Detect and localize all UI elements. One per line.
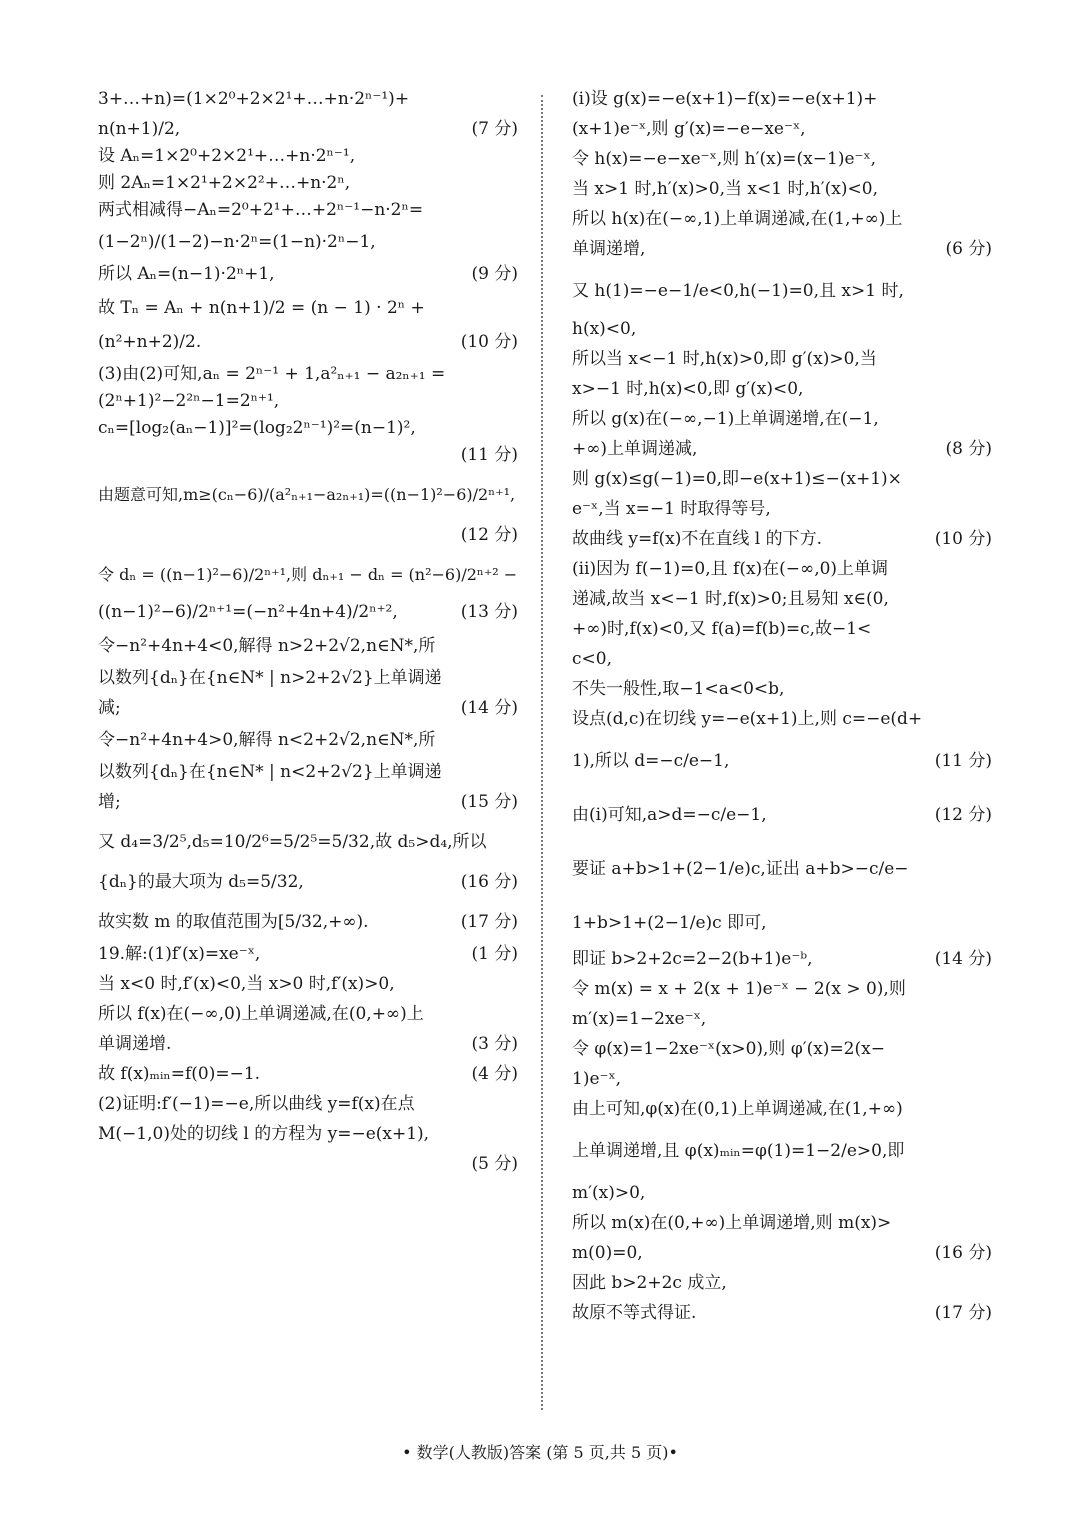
solution-line	[572, 1140, 992, 1162]
solution-line	[98, 1003, 518, 1025]
solution-line	[572, 118, 992, 140]
solution-text: 又 h(1)=−e−1/e<0,h(−1)=0,且 x>1 时,	[572, 281, 904, 301]
solution-line	[98, 601, 518, 623]
solution-text: 设 Aₙ=1×2⁰+2×2¹+…+n·2ⁿ⁻¹,	[98, 146, 356, 166]
solution-text: 则 2Aₙ=1×2¹+2×2²+…+n·2ⁿ,	[98, 173, 351, 193]
solution-line	[98, 911, 518, 933]
solution-line	[572, 318, 992, 340]
solution-text: 又 d₄=3/2⁵,d₅=10/2⁶=5/2⁵=5/32,故 d₅>d₄,所以	[98, 832, 487, 852]
solution-line	[572, 1038, 992, 1060]
solution-text: 故 f(x)ₘᵢₙ=f(0)=−1.	[98, 1064, 261, 1084]
solution-line	[572, 750, 992, 772]
score-mark: (1 分)	[471, 944, 518, 964]
solution-text: 由题意可知,m≥(cₙ−6)/(a²ₙ₊₁−a₂ₙ₊₁)=((n−1)²−6)/2ⁿ⁺¹,	[98, 485, 516, 504]
solution-text: m′(x)=1−2xe⁻ˣ,	[572, 1009, 707, 1029]
solution-text: 令 h(x)=−e−xe⁻ˣ,则 h′(x)=(x−1)e⁻ˣ,	[572, 149, 877, 169]
score-mark: (14 分)	[460, 698, 518, 718]
solution-text: 所以 f(x)在(−∞,0)上单调递减,在(0,+∞)上	[98, 1004, 424, 1024]
solution-text: 令 dₙ = ((n−1)²−6)/2ⁿ⁺¹,则 dₙ₊₁ − dₙ = (n²−6)/2ⁿ⁺² −	[98, 565, 518, 584]
solution-text: m′(x)>0,	[572, 1183, 646, 1203]
solution-line	[572, 708, 992, 730]
solution-line	[572, 280, 992, 302]
solution-text: 以数列{dₙ}在{n∈N* | n>2+2√2}上单调递	[98, 668, 442, 688]
solution-line	[98, 118, 518, 140]
solution-line	[98, 1033, 518, 1055]
solution-line	[572, 1272, 992, 1294]
solution-line	[572, 1182, 992, 1204]
solution-line	[98, 761, 518, 783]
solution-line	[98, 363, 518, 385]
score-mark: (5 分)	[471, 1154, 518, 1174]
solution-text: 令 φ(x)=1−2xe⁻ˣ(x>0),则 φ′(x)=2(x−	[572, 1039, 885, 1059]
page-footer: • 数学(人教版)答案 (第 5 页,共 5 页)•	[402, 1443, 678, 1462]
score-mark: (14 分)	[934, 949, 992, 969]
solution-line	[572, 238, 992, 260]
solution-text: c<0,	[572, 649, 612, 669]
solution-text: 故原不等式得证.	[572, 1303, 697, 1323]
solution-line	[98, 635, 518, 657]
solution-line	[572, 948, 992, 970]
solution-text: 所以 m(x)在(0,+∞)上单调递增,则 m(x)>	[572, 1213, 892, 1233]
solution-line	[98, 390, 518, 412]
solution-line	[98, 263, 518, 285]
solution-line	[98, 1063, 518, 1085]
score-mark: (10 分)	[934, 529, 992, 549]
solution-line	[572, 1212, 992, 1234]
solution-text: e⁻ˣ,当 x=−1 时取得等号,	[572, 499, 771, 519]
solution-line	[98, 172, 518, 194]
solution-text: (2ⁿ+1)²−2²ⁿ−1=2ⁿ⁺¹,	[98, 391, 280, 411]
solution-line	[572, 498, 992, 520]
solution-text: 设点(d,c)在切线 y=−e(x+1)上,则 c=−e(d+	[572, 709, 923, 729]
solution-text: 增;	[98, 792, 121, 812]
score-mark: (11 分)	[934, 751, 992, 771]
score-mark: (13 分)	[460, 602, 518, 622]
solution-line	[98, 943, 518, 965]
left-column	[98, 88, 518, 1175]
solution-line	[98, 1153, 518, 1175]
solution-line	[572, 148, 992, 170]
solution-line	[98, 564, 518, 586]
solution-line	[572, 1098, 992, 1120]
solution-text: 令−n²+4n+4>0,解得 n<2+2√2,n∈N*,所	[98, 730, 436, 750]
score-mark: (4 分)	[471, 1064, 518, 1084]
solution-text: 1),所以 d=−c/e−1,	[572, 751, 730, 771]
solution-text: (x+1)e⁻ˣ,则 g′(x)=−e−xe⁻ˣ,	[572, 119, 806, 139]
solution-text: 当 x>1 时,h′(x)>0,当 x<1 时,h′(x)<0,	[572, 179, 878, 199]
score-mark: (16 分)	[934, 1243, 992, 1263]
solution-line	[572, 408, 992, 430]
solution-line	[98, 697, 518, 719]
solution-text: 上单调递增,且 φ(x)ₘᵢₙ=φ(1)=1−2/e>0,即	[572, 1141, 905, 1161]
solution-text: 单调递增.	[98, 1034, 172, 1054]
score-mark: (17 分)	[934, 1303, 992, 1323]
solution-line	[572, 1302, 992, 1324]
solution-text: 不失一般性,取−1<a<0<b,	[572, 679, 785, 699]
solution-text: 即证 b>2+2c=2−2(b+1)e⁻ᵇ,	[572, 949, 813, 969]
score-mark: (15 分)	[460, 792, 518, 812]
solution-text: ((n−1)²−6)/2ⁿ⁺¹=(−n²+4n+4)/2ⁿ⁺²,	[98, 602, 398, 622]
solution-text: 所以当 x<−1 时,h(x)>0,即 g′(x)>0,当	[572, 349, 877, 369]
score-mark: (7 分)	[471, 119, 518, 139]
solution-text: n(n+1)/2,	[98, 119, 181, 139]
score-mark: (10 分)	[460, 332, 518, 352]
solution-text: (2)证明:f′(−1)=−e,所以曲线 y=f(x)在点	[98, 1094, 415, 1114]
solution-line	[98, 973, 518, 995]
solution-line	[98, 199, 518, 221]
solution-text: 由上可知,φ(x)在(0,1)上单调递减,在(1,+∞)	[572, 1099, 903, 1119]
solution-text: +∞)时,f(x)<0,又 f(a)=f(b)=c,故−1<	[572, 619, 872, 639]
solution-line	[98, 871, 518, 893]
solution-line	[98, 1123, 518, 1145]
solution-text: 1)e⁻ˣ,	[572, 1069, 622, 1089]
solution-text: 令 m(x) = x + 2(x + 1)e⁻ˣ − 2(x > 0),则	[572, 979, 906, 999]
score-mark: (8 分)	[945, 439, 992, 459]
solution-line	[98, 444, 518, 466]
solution-line	[98, 524, 518, 546]
solution-line	[572, 178, 992, 200]
solution-line	[572, 858, 992, 880]
solution-text: h(x)<0,	[572, 319, 637, 339]
solution-text: 两式相减得−Aₙ=2⁰+2¹+…+2ⁿ⁻¹−n·2ⁿ=	[98, 200, 424, 220]
solution-text: +∞)上单调递减,	[572, 439, 698, 459]
solution-line	[572, 804, 992, 826]
solution-text: 故曲线 y=f(x)不在直线 l 的下方.	[572, 529, 823, 549]
score-mark: (17 分)	[460, 912, 518, 932]
solution-text: {dₙ}的最大项为 d₅=5/32,	[98, 872, 304, 892]
solution-line	[572, 678, 992, 700]
solution-line	[572, 588, 992, 610]
solution-line	[98, 791, 518, 813]
solution-text: M(−1,0)处的切线 l 的方程为 y=−e(x+1),	[98, 1124, 430, 1144]
solution-line	[98, 729, 518, 751]
solution-line	[98, 231, 518, 253]
solution-line	[98, 145, 518, 167]
solution-line	[98, 667, 518, 689]
solution-text: 以数列{dₙ}在{n∈N* | n<2+2√2}上单调递	[98, 762, 442, 782]
right-column	[572, 88, 992, 1324]
score-mark: (12 分)	[460, 525, 518, 545]
solution-text: 则 g(x)≤g(−1)=0,即−e(x+1)≤−(x+1)×	[572, 469, 902, 489]
solution-line	[572, 88, 992, 110]
solution-text: 1+b>1+(2−1/e)c 即可,	[572, 913, 767, 933]
solution-line	[572, 978, 992, 1000]
score-mark: (3 分)	[471, 1034, 518, 1054]
score-mark: (9 分)	[471, 264, 518, 284]
score-mark: (6 分)	[945, 239, 992, 259]
solution-line	[98, 1093, 518, 1115]
score-mark: (11 分)	[460, 445, 518, 465]
solution-line	[98, 484, 518, 506]
solution-line	[572, 468, 992, 490]
solution-line	[98, 297, 518, 319]
solution-line	[572, 1068, 992, 1090]
solution-text: (ⅰ)设 g(x)=−e(x+1)−f(x)=−e(x+1)+	[572, 89, 878, 109]
solution-line	[572, 618, 992, 640]
solution-text: 所以 g(x)在(−∞,−1)上单调递增,在(−1,	[572, 409, 879, 429]
solution-text: 19.解:(1)f′(x)=xe⁻ˣ,	[98, 944, 261, 964]
solution-text: x>−1 时,h(x)<0,即 g′(x)<0,	[572, 379, 804, 399]
solution-line	[572, 348, 992, 370]
score-mark: (16 分)	[460, 872, 518, 892]
solution-text: 当 x<0 时,f′(x)<0,当 x>0 时,f′(x)>0,	[98, 974, 395, 994]
solution-text: 减;	[98, 698, 121, 718]
solution-text: (n²+n+2)/2.	[98, 332, 202, 352]
score-mark: (12 分)	[934, 805, 992, 825]
solution-text: 所以 Aₙ=(n−1)·2ⁿ+1,	[98, 264, 275, 284]
solution-line	[572, 528, 992, 550]
solution-line	[572, 378, 992, 400]
solution-line	[98, 331, 518, 353]
solution-text: m(0)=0,	[572, 1243, 643, 1263]
solution-text: 3+…+n)=(1×2⁰+2×2¹+…+n·2ⁿ⁻¹)+	[98, 89, 410, 109]
solution-line	[572, 558, 992, 580]
solution-line	[572, 912, 992, 934]
solution-text: cₙ=[log₂(aₙ−1)]²=(log₂2ⁿ⁻¹)²=(n−1)²,	[98, 418, 416, 438]
solution-line	[98, 88, 518, 110]
solution-text: 单调递增,	[572, 239, 646, 259]
solution-line	[572, 208, 992, 230]
solution-text: 故实数 m 的取值范围为[5/32,+∞).	[98, 912, 369, 932]
solution-text: 所以 h(x)在(−∞,1)上单调递减,在(1,+∞)上	[572, 209, 903, 229]
solution-text: 递减,故当 x<−1 时,f(x)>0;且易知 x∈(0,	[572, 589, 889, 609]
solution-text: 故 Tₙ = Aₙ + n(n+1)/2 = (n − 1) · 2ⁿ +	[98, 298, 425, 318]
solution-line	[572, 1008, 992, 1030]
solution-line	[572, 1242, 992, 1264]
column-divider	[541, 95, 543, 1410]
solution-text: 令−n²+4n+4<0,解得 n>2+2√2,n∈N*,所	[98, 636, 436, 656]
solution-text: 要证 a+b>1+(2−1/e)c,证出 a+b>−c/e−	[572, 859, 909, 879]
solution-text: 由(ⅰ)可知,a>d=−c/e−1,	[572, 805, 767, 825]
solution-line	[98, 831, 518, 853]
solution-text: 因此 b>2+2c 成立,	[572, 1273, 727, 1293]
solution-line	[572, 438, 992, 460]
solution-text: (ⅱ)因为 f(−1)=0,且 f(x)在(−∞,0)上单调	[572, 559, 889, 579]
solution-text: (1−2ⁿ)/(1−2)−n·2ⁿ=(1−n)·2ⁿ−1,	[98, 232, 376, 252]
solution-line	[98, 417, 518, 439]
solution-line	[572, 648, 992, 670]
solution-text: (3)由(2)可知,aₙ = 2ⁿ⁻¹ + 1,a²ₙ₊₁ − a₂ₙ₊₁ =	[98, 364, 446, 384]
